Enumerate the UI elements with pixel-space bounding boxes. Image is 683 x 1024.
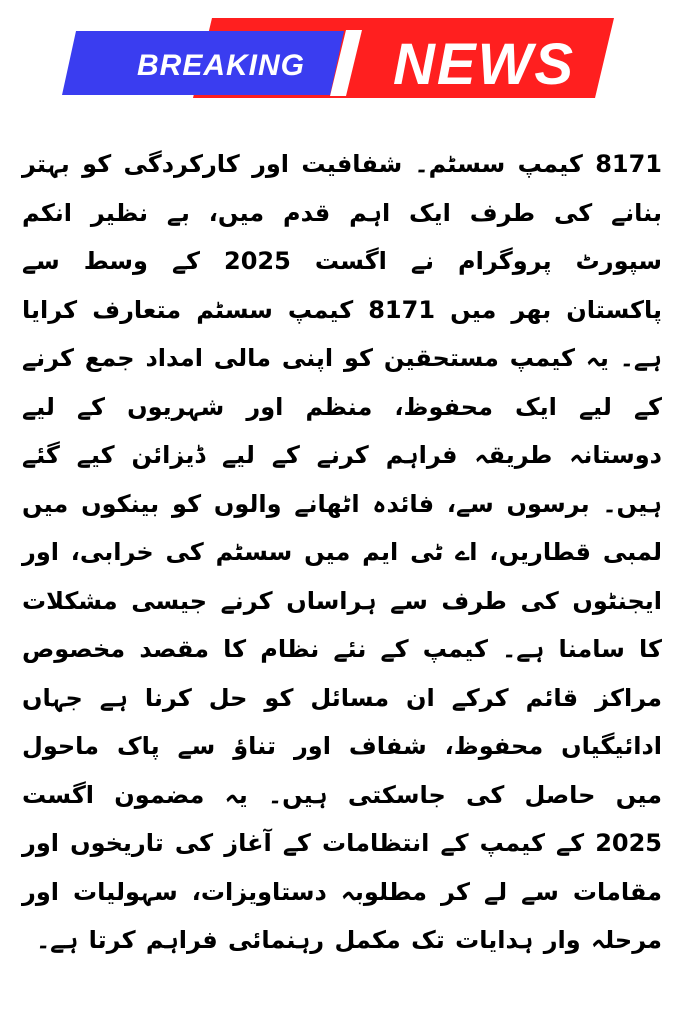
news-label: NEWS bbox=[393, 32, 575, 97]
breaking-news-banner bbox=[0, 0, 683, 110]
article-body bbox=[22, 140, 662, 965]
breaking-label: BREAKING bbox=[136, 49, 305, 82]
article-paragraph: 8171 کیمپ سسٹم۔ شفافیت اور کارکردگی کو بہتر بنانے کی طرف ایک اہم قدم میں، بے نظیر انکم سپورٹ پروگرام نے اگست 2025 کے وسط سے پاکستان بھر میں 8171 کیمپ سسٹم متعارف کرایا ہے۔ یہ کیمپ مستحقین کو اپنی مالی امداد جمع کرنے کے لیے ایک محفوظ، منظم اور شہریوں کے لیے دوستانہ طریقہ فراہم کرنے کے لیے ڈیزائن کیے گئے ہیں۔ برسوں سے، فائدہ اٹھانے والوں کو بینکوں میں لمبی قطاریں، اے ٹی ایم میں سسٹم کی خرابی، اور ایجنٹوں کی طرف سے ہراساں کرنے جیسی مشکلات کا سامنا ہے۔ کیمپ کے نئے نظام کا مقصد مخصوص مراکز قائم کرکے ان مسائل کو حل کرنا ہے جہاں ادائیگیاں محفوظ، شفاف اور تناؤ سے پاک ماحول میں حاصل کی جاسکتی ہیں۔ یہ مضمون اگست 2025 کے کیمپ کے انتظامات کے آغاز کی تاریخوں اور مقامات سے لے کر مطلوبہ دستاویزات، سہولیات اور مرحلہ وار ہدایات تک مکمل رہنمائی فراہم کرتا ہے۔ bbox=[22, 150, 663, 954]
